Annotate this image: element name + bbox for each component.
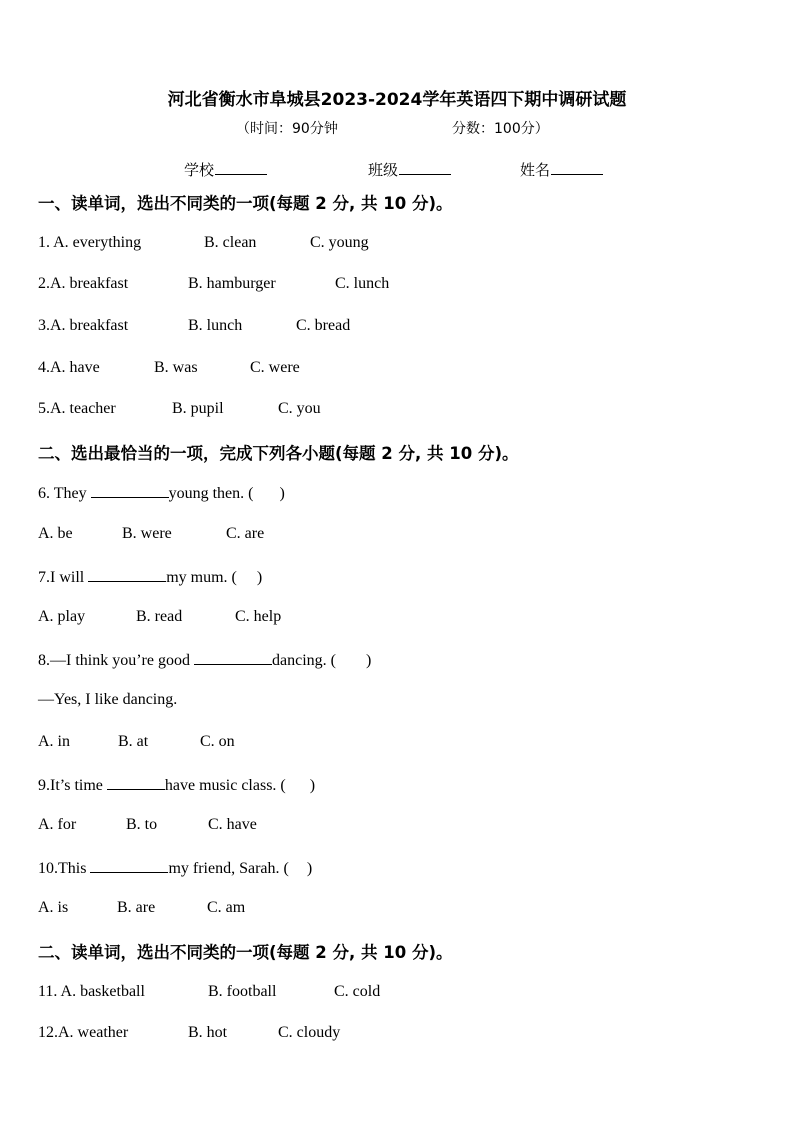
q10-option-b: B. are bbox=[117, 899, 156, 916]
q7-text-end: my mum. ( bbox=[166, 569, 237, 586]
q7-close-paren: ) bbox=[256, 569, 263, 586]
q6-text-start: 6. They bbox=[38, 485, 91, 502]
section-1-heading: 一、读单词，选出不同类的一项(每题 2 分, 共 10 分)。 bbox=[38, 194, 453, 213]
question-5 bbox=[38, 400, 321, 418]
school-blank bbox=[215, 158, 267, 175]
q8-option-c: C. on bbox=[200, 733, 235, 750]
q8-close-paren: ) bbox=[365, 652, 372, 669]
question-6-options bbox=[38, 525, 265, 543]
q4-option-a: 4.A. have bbox=[38, 359, 100, 376]
q11-option-c: C. cold bbox=[334, 983, 381, 1000]
q1-option-a: 1. A. everything bbox=[38, 234, 142, 251]
q3-option-c: C. bread bbox=[296, 317, 351, 334]
question-4 bbox=[38, 359, 300, 377]
q6-option-a: A. be bbox=[38, 525, 73, 542]
q10-blank bbox=[90, 858, 168, 873]
q9-option-b: B. to bbox=[126, 816, 158, 833]
q3-option-b: B. lunch bbox=[188, 317, 243, 334]
q11-option-a: 11. A. basketball bbox=[38, 983, 145, 1000]
q6-text-end: young then. ( bbox=[168, 485, 254, 502]
q2-option-a: 2.A. breakfast bbox=[38, 275, 129, 292]
q12-option-a: 12.A. weather bbox=[38, 1024, 129, 1041]
q8-option-a: A. in bbox=[38, 733, 70, 750]
q11-option-b: B. football bbox=[208, 983, 277, 1000]
question-9 bbox=[38, 775, 315, 795]
q9-text-start: 9.It’s time bbox=[38, 777, 107, 794]
page-title: 河北省衡水市阜城县2023-2024学年英语四下期中调研试题 bbox=[167, 90, 627, 110]
q2-option-c: C. lunch bbox=[335, 275, 390, 292]
exam-score: 分数：100分） bbox=[452, 121, 549, 137]
q6-option-c: C. are bbox=[226, 525, 265, 542]
q10-text-start: 10.This bbox=[38, 860, 91, 877]
q7-option-b: B. read bbox=[136, 608, 183, 625]
q5-option-b: B. pupil bbox=[172, 400, 224, 417]
q4-option-b: B. was bbox=[154, 359, 198, 376]
question-8 bbox=[38, 650, 371, 670]
school-field bbox=[184, 158, 267, 180]
q9-option-c: C. have bbox=[208, 816, 257, 833]
question-9-options bbox=[38, 816, 257, 834]
name-label: 姓名 bbox=[520, 161, 551, 179]
question-7-options bbox=[38, 608, 282, 626]
exam-time: （时间：90分钟 bbox=[236, 121, 338, 137]
q7-blank bbox=[88, 567, 166, 582]
q5-option-a: 5.A. teacher bbox=[38, 400, 116, 417]
q7-option-c: C. help bbox=[235, 608, 282, 625]
q8-text-start: 8.—I think you’re good bbox=[38, 652, 194, 669]
question-6 bbox=[38, 483, 285, 503]
q12-option-b: B. hot bbox=[188, 1024, 228, 1041]
q4-option-c: C. were bbox=[250, 359, 300, 376]
q9-text-end: have music class. ( bbox=[164, 777, 286, 794]
q6-option-b: B. were bbox=[122, 525, 172, 542]
question-12 bbox=[38, 1024, 341, 1042]
q2-option-b: B. hamburger bbox=[188, 275, 276, 292]
q1-option-c: C. young bbox=[310, 234, 369, 251]
question-8-response: —Yes, I like dancing. bbox=[38, 691, 178, 708]
q3-option-a: 3.A. breakfast bbox=[38, 317, 129, 334]
q8-blank bbox=[194, 650, 272, 665]
q1-option-b: B. clean bbox=[204, 234, 257, 251]
q7-text-start: 7.I will bbox=[38, 569, 89, 586]
school-label: 学校 bbox=[184, 161, 215, 179]
section-2-heading: 二、选出最恰当的一项，完成下列各小题(每题 2 分, 共 10 分)。 bbox=[38, 444, 519, 463]
q6-blank bbox=[91, 483, 169, 498]
q10-option-c: C. am bbox=[207, 899, 246, 916]
q10-close-paren: ) bbox=[306, 860, 313, 877]
q9-close-paren: ) bbox=[309, 777, 316, 794]
question-3 bbox=[38, 317, 351, 335]
class-blank bbox=[399, 158, 451, 175]
q5-option-c: C. you bbox=[278, 400, 321, 417]
question-10-options bbox=[38, 899, 246, 917]
q8-text-end: dancing. ( bbox=[271, 652, 336, 669]
question-2 bbox=[38, 275, 390, 293]
q7-option-a: A. play bbox=[38, 608, 86, 625]
class-field bbox=[368, 158, 451, 180]
q8-option-b: B. at bbox=[118, 733, 149, 750]
q6-close-paren: ) bbox=[279, 485, 285, 502]
q10-text-end: my friend, Sarah. ( bbox=[168, 860, 289, 877]
question-1 bbox=[38, 234, 369, 252]
question-7 bbox=[38, 567, 262, 587]
q9-option-a: A. for bbox=[38, 816, 77, 833]
class-label: 班级 bbox=[368, 161, 399, 179]
q10-option-a: A. is bbox=[38, 899, 69, 916]
question-10 bbox=[38, 858, 312, 878]
section-3-heading: 二、读单词，选出不同类的一项(每题 2 分, 共 10 分)。 bbox=[38, 943, 453, 962]
name-field bbox=[520, 158, 603, 180]
question-8-options bbox=[38, 733, 235, 751]
question-11 bbox=[38, 983, 381, 1001]
q9-blank bbox=[107, 775, 165, 790]
name-blank bbox=[551, 158, 603, 175]
q12-option-c: C. cloudy bbox=[278, 1024, 341, 1041]
